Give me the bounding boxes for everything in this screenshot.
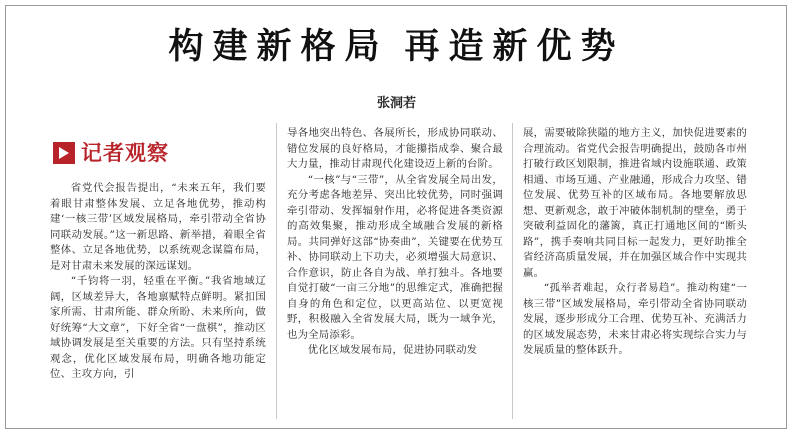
paragraph: “孤举者难起，众行者易趋”。推动构建“一核三带”区域发展格局，牵引带动全省协同联动发展，逐步形成分工合理、优势互补、充满活力的区域发展态势，未来甘肃必将实现综合实力与发展质量的整体跃升。: [523, 282, 747, 356]
paragraph: 省党代会报告提出，“未来五年，我们要着眼甘肃整体发展、立足各地优势，推动构建‘一核三带’区域发展格局，牵引带动全省协同联动发展。”这一新思路、新举措，着眼全省整体、立足各地优势，以系统观念谋篇布局，是对甘肃未来发展的深远谋划。: [50, 182, 266, 272]
article-column-2: [287, 126, 503, 359]
paragraph: 导各地突出特色、各展所长，形成协同联动、错位发展的良好格局，才能攥指成拳、聚合最大力量，推动甘肃现代化建设迈上新的台阶。: [287, 127, 503, 170]
byline: 张洞若: [376, 96, 416, 111]
paragraph: 优化区域发展布局，促进协同联动发: [307, 344, 478, 356]
section-label-text: 记者观察: [81, 141, 169, 165]
paragraph: “千钧将一羽，轻重在平衡。”我省地域辽阔，区域差异大，各地禀赋特点鲜明。紧扣国家所需、甘肃所能、群众所盼、未来所向，做好统筹“大文章”，下好全省“一盘棋”，推动区域协调发展是至关重要的方法。只有坚持系统观念，优化区域发展布局，明确各地功能定位、主攻方向，引: [50, 275, 266, 380]
column-divider: [276, 123, 277, 419]
headline-part-1: 构建新格局: [168, 27, 389, 67]
section-label: [53, 138, 169, 168]
column-divider: [512, 123, 513, 419]
play-triangle-icon: [53, 142, 75, 164]
paragraph: 展，需要破除狭隘的地方主义，加快促进要素的合理流动。省党代会报告明确提出，鼓励各市州打破行政区划限制，推进省域内设施联通、政策相通、市场互通、产业融通，形成合力攻坚、错位发展、优势互补的区域布局。各地要解放思想、更新观念，敢于冲破体制机制的壁垒，勇于突破利益固化的藩篱，真正打通地区间的“断头路”，携手奏响共同目标一起发力，更好助推全省经济高质量发展，并在加强区域合作中实现共赢。: [523, 127, 747, 279]
headline: [0, 22, 793, 72]
headline-part-2: 再造新优势: [404, 27, 625, 67]
paragraph: “一核”与“三带”，从全省发展全局出发，充分考虑各地差异、突出比较优势，同时强调牵引带动、发挥辐射作用，必将促进各类资源的高效集聚，推动形成全域融合发展的新格局。共同弹好这部“协奏曲”，关键要在优势互补、协同联动上下功夫，必须增强大局意识、合作意识，防止各自为战、单打独斗。各地要自觉打破“一亩三分地”的思维定式，准确把握自身的角色和定位，以更高站位、以更宽视野，积极融入全省发展大局，既为一域争光，也为全局添彩。: [287, 173, 503, 341]
article-column-1: [50, 181, 266, 383]
article-column-3: [523, 126, 747, 359]
